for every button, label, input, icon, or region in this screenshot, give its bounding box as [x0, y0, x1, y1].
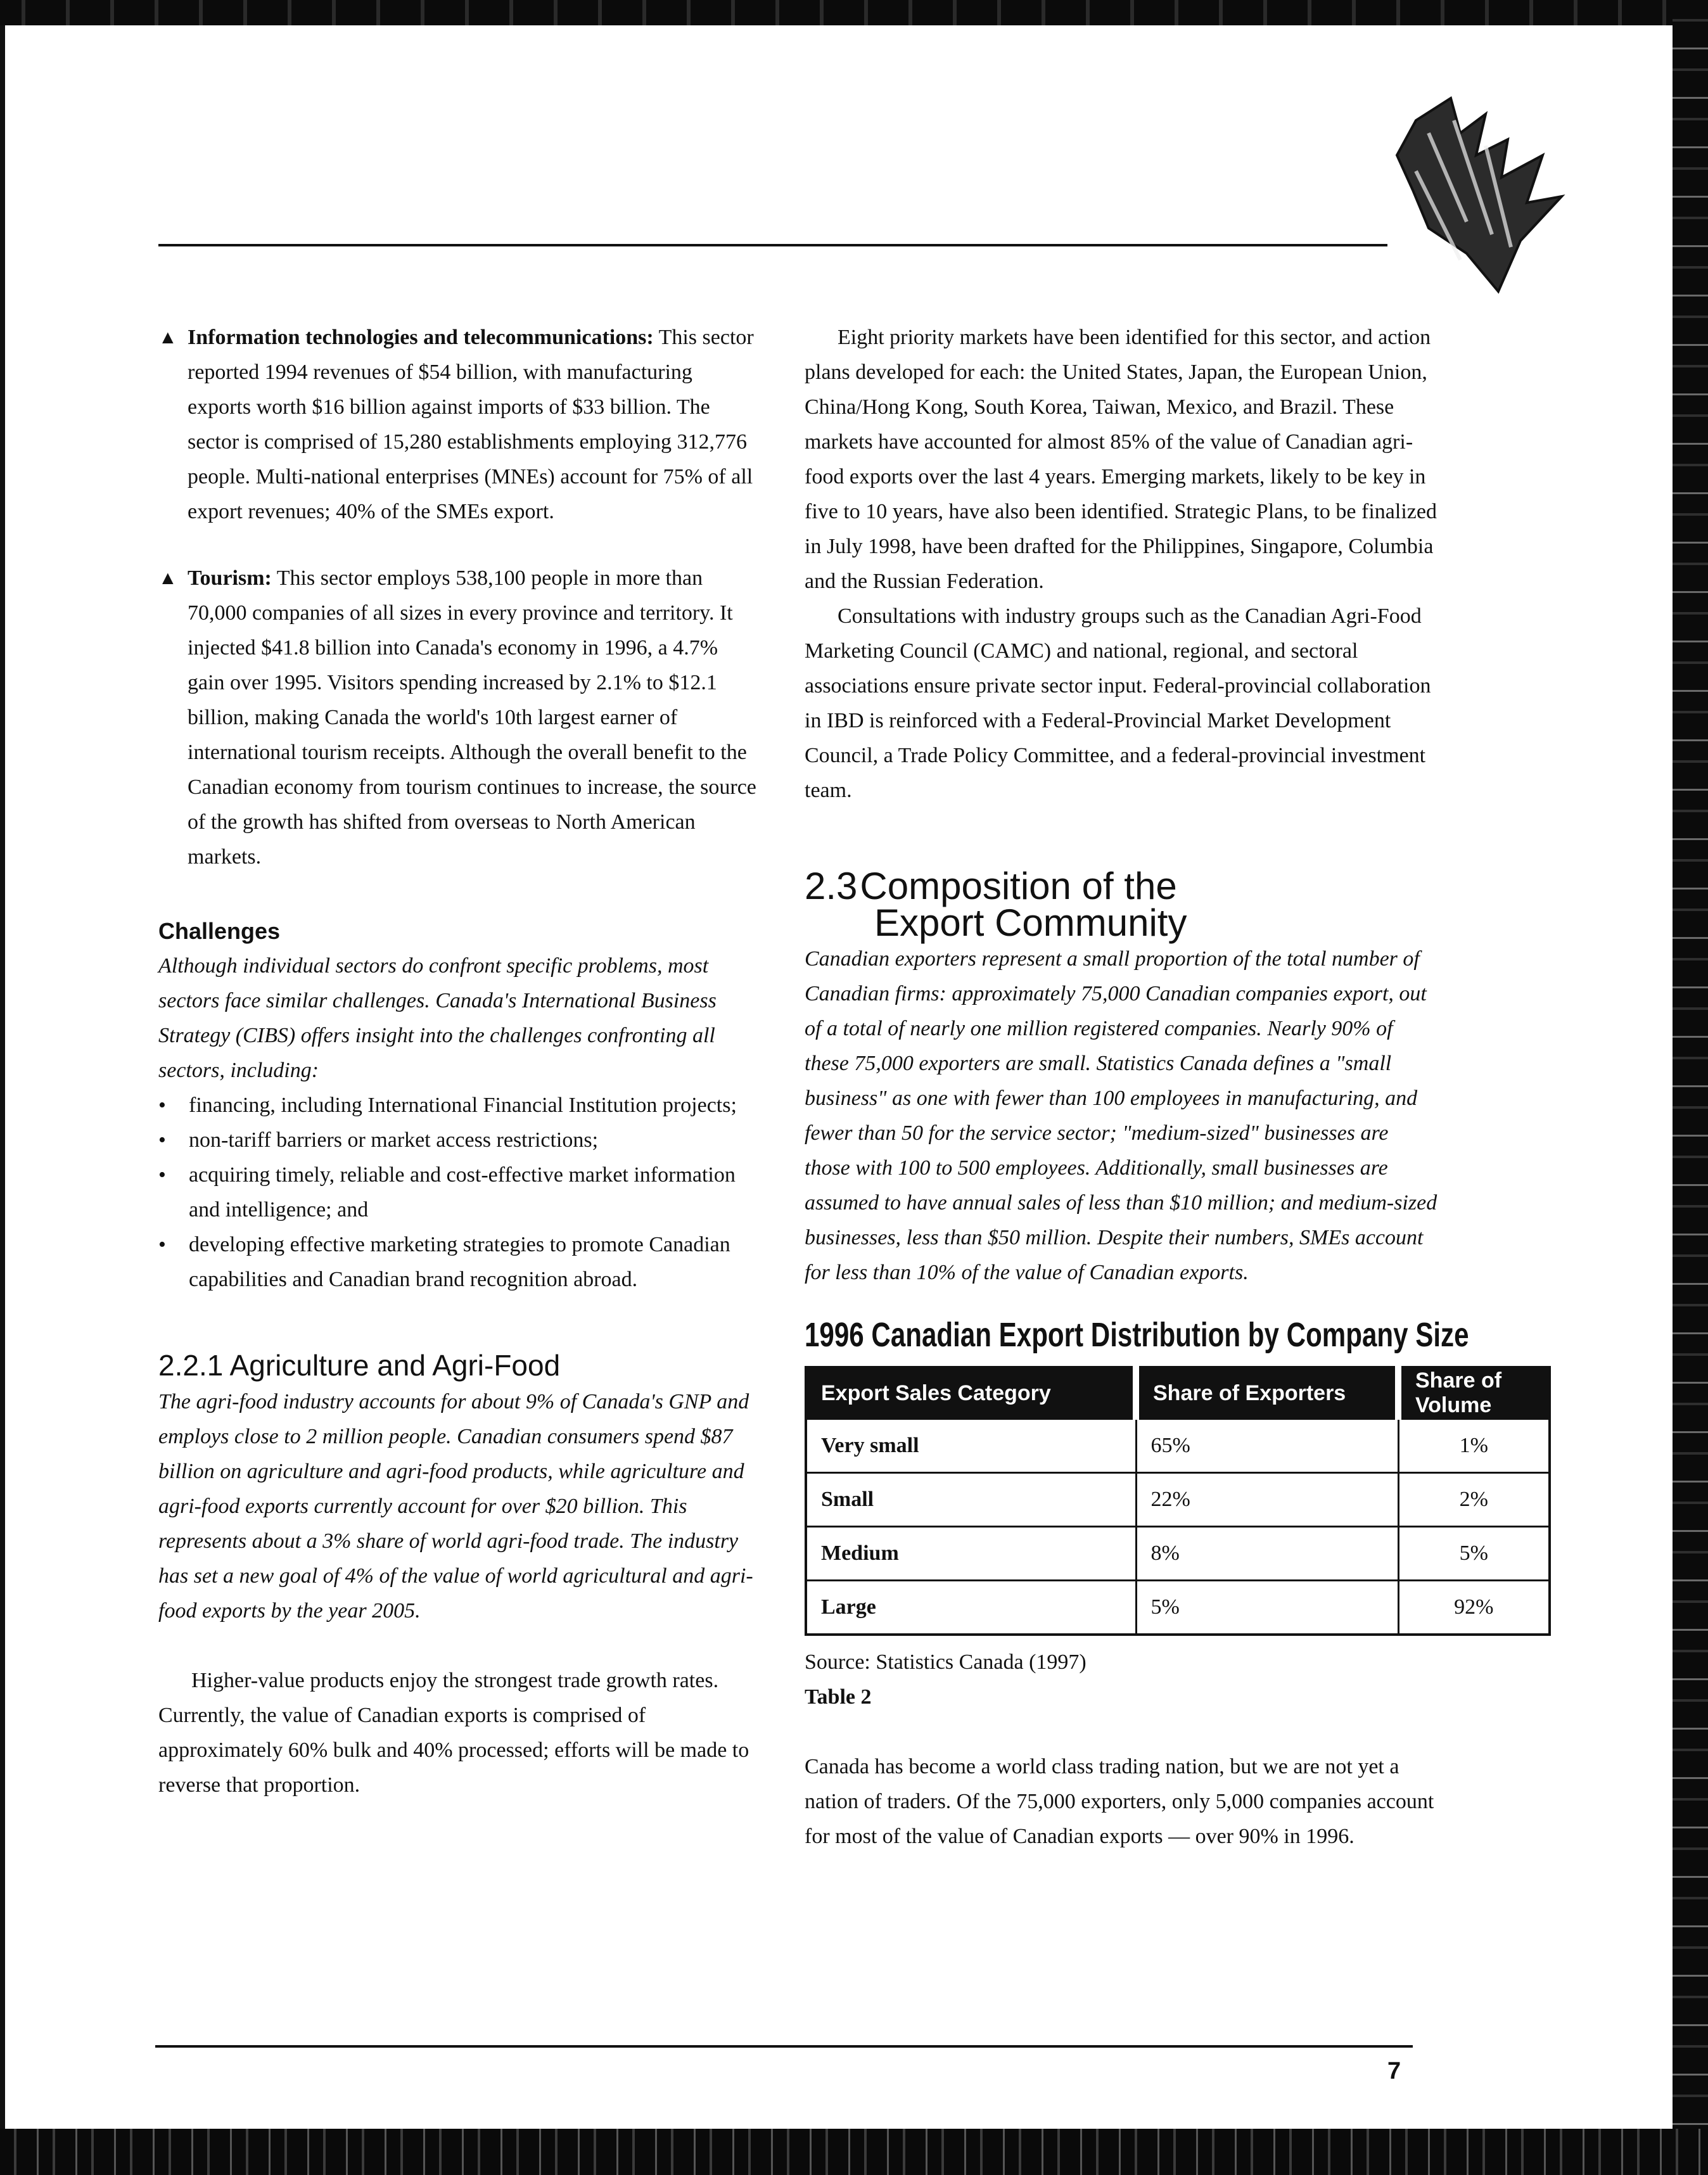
triangle-bullet-icon: ▲: [158, 327, 177, 348]
table-cell: 92%: [1398, 1581, 1550, 1635]
left-column: [158, 320, 760, 1802]
bullet-text: This sector employs 538,100 people in more than 70,000 companies of all sizes in every province and territory. It injected $41.8 billion into Canada's economy in 1996, a 4.7% gain over 1995. Visitors spending increased by 2.1% to $12.1 billion, making Canada the world's 10th largest earner of international tourism receipts. Although the overall benefit to the Canadian economy from tourism continues to increase, the source of the growth has shifted from overseas to North American markets.: [188, 566, 756, 869]
footer-rule: [155, 2045, 1413, 2048]
list-item: • developing effective marketing strategies to promote Canadian capabilities and Canadian brand recognition abroad.: [158, 1227, 760, 1297]
table-row: [806, 1527, 1550, 1581]
table-cell: Large: [806, 1581, 1136, 1635]
table-cell: 65%: [1136, 1419, 1398, 1473]
table-cell: 5%: [1398, 1527, 1550, 1581]
challenges-heading: Challenges: [158, 918, 281, 944]
bullet-heading: Information technologies and telecommunications:: [188, 326, 654, 349]
header-rule: [158, 244, 1387, 246]
scan-border-left: [0, 25, 5, 2129]
table-cell: 8%: [1136, 1527, 1398, 1581]
table-cell: Small: [806, 1473, 1136, 1527]
table-cell: 1%: [1398, 1419, 1550, 1473]
section-2-2-1: [158, 1346, 760, 1802]
challenges-section: [158, 914, 760, 1297]
page-number: 7: [1387, 2058, 1401, 2084]
list-item: • acquiring timely, reliable and cost-effective market information and intelligence; and: [158, 1158, 760, 1227]
bullet-it-telecom: [158, 320, 760, 529]
challenges-intro: Although individual sectors do confront specific problems, most sectors face similar challenges. Canada's International Business Strategy (CIBS) offers insight into the challenges confronting all sectors, including:: [158, 954, 717, 1082]
column-header: Export Sales Category: [806, 1367, 1136, 1419]
table-cell: 22%: [1136, 1473, 1398, 1527]
section-2-3-heading: [805, 865, 1438, 944]
column-header: Share of Volume: [1398, 1367, 1550, 1419]
table-label: Table 2: [805, 1685, 872, 1709]
section-title-line2: Export Community: [874, 902, 1187, 944]
table-cell: 5%: [1136, 1581, 1398, 1635]
right-column: [805, 320, 1502, 1854]
column-header: Share of Exporters: [1136, 1367, 1398, 1419]
section-title-line1: Composition of the: [860, 865, 1177, 907]
table-cell: 2%: [1398, 1473, 1550, 1527]
bullet-heading: Tourism:: [188, 566, 272, 590]
table-row: [806, 1419, 1550, 1473]
scan-border-right: [1673, 0, 1708, 2175]
section-title: 2.2.1 Agriculture and Agri-Food: [158, 1349, 561, 1382]
table-title: 1996 Canadian Export Distribution by Company Size: [805, 1316, 1469, 1354]
list-item: • non-tariff barriers or market access restrictions;: [158, 1123, 760, 1158]
table-row: [806, 1581, 1550, 1635]
export-distribution-table: [805, 1366, 1551, 1636]
section-intro: The agri-food industry accounts for about 9% of Canada's GNP and employs close to 2 million people. Canadian consumers spend $87 billion on agriculture and agri-food products, while agriculture and agri-food exports currently account for over $20 billion. This represents about a 3% share of world agri-food trade. The industry has set a new goal of 4% of the value of world agricultural and agri-food exports by the year 2005.: [158, 1390, 753, 1623]
consultations-paragraph: Consultations with industry groups such as the Canadian Agri-Food Marketing Council (CAMC) and national, regional, and sectoral associations ensure private sector input. Federal-provincial collaboration in IBD is reinforced with a Federal-Provincial Market Development Council, a Trade Policy Committee, and a federal-provincial investment team.: [805, 604, 1431, 802]
maple-leaf-logo: [1391, 95, 1568, 298]
table-cell: Very small: [806, 1419, 1136, 1473]
priority-markets-paragraph: Eight priority markets have been identified for this sector, and action plans developed for each: the United States, Japan, the European Union, China/Hong Kong, South Korea, Taiwan, Mexico, and Brazil. These markets have accounted for almost 85% of the value of Canadian agri-food exports over the last 4 years. Emerging markets, likely to be key in five to 10 years, have also been identified. Strategic Plans, to be finalized in July 1998, have been drafted for the Philippines, Singapore, Columbia and the Russian Federation.: [805, 326, 1437, 593]
list-item: • financing, including International Financial Institution projects;: [158, 1088, 760, 1123]
closing-paragraph: Canada has become a world class trading nation, but we are not yet a nation of traders. Of the 75,000 exporters, only 5,000 companies account for most of the value of Canadian exports — over 90% in 1996.: [805, 1755, 1434, 1848]
section-2-3-intro: Canadian exporters represent a small proportion of the total number of Canadian firms: approximately 75,000 Canadian companies export, out of a total of nearly one million registered companies. Nearly 90% of these 75,000 exporters are small. Statistics Canada defines a "small business" as one with fewer than 100 employees in manufacturing, and fewer than 50 for the service sector; "medium-sized" businesses are those with 100 to 500 employees. Additionally, small businesses are assumed to have annual sales of less than $10 million; and medium-sized businesses, less than $50 million. Despite their numbers, SMEs account for less than 10% of the value of Canadian exports.: [805, 947, 1437, 1284]
bullet-text: This sector reported 1994 revenues of $54 billion, with manufacturing exports worth $16 billion against imports of $33 billion. The sector is comprised of 15,280 establishments employing 312,776 people. Multi-national enterprises (MNEs) account for 75% of all export revenues; 40% of the SMEs export.: [188, 326, 754, 523]
triangle-bullet-icon: ▲: [158, 568, 177, 589]
table-row: [806, 1473, 1550, 1527]
bullet-tourism: [158, 561, 760, 874]
table-cell: Medium: [806, 1527, 1136, 1581]
scan-border-top: [0, 0, 1708, 25]
challenges-list: [158, 1088, 760, 1297]
table-header-row: [806, 1367, 1550, 1419]
table-source: Source: Statistics Canada (1997): [805, 1650, 1087, 1674]
scan-border-bottom: [0, 2129, 1708, 2175]
section-number: 2.3: [805, 865, 858, 907]
section-paragraph: Higher-value products enjoy the strongest trade growth rates. Currently, the value of Canadian exports is comprised of approximately 60% bulk and 40% processed; efforts will be made to reverse that proportion.: [158, 1669, 749, 1797]
